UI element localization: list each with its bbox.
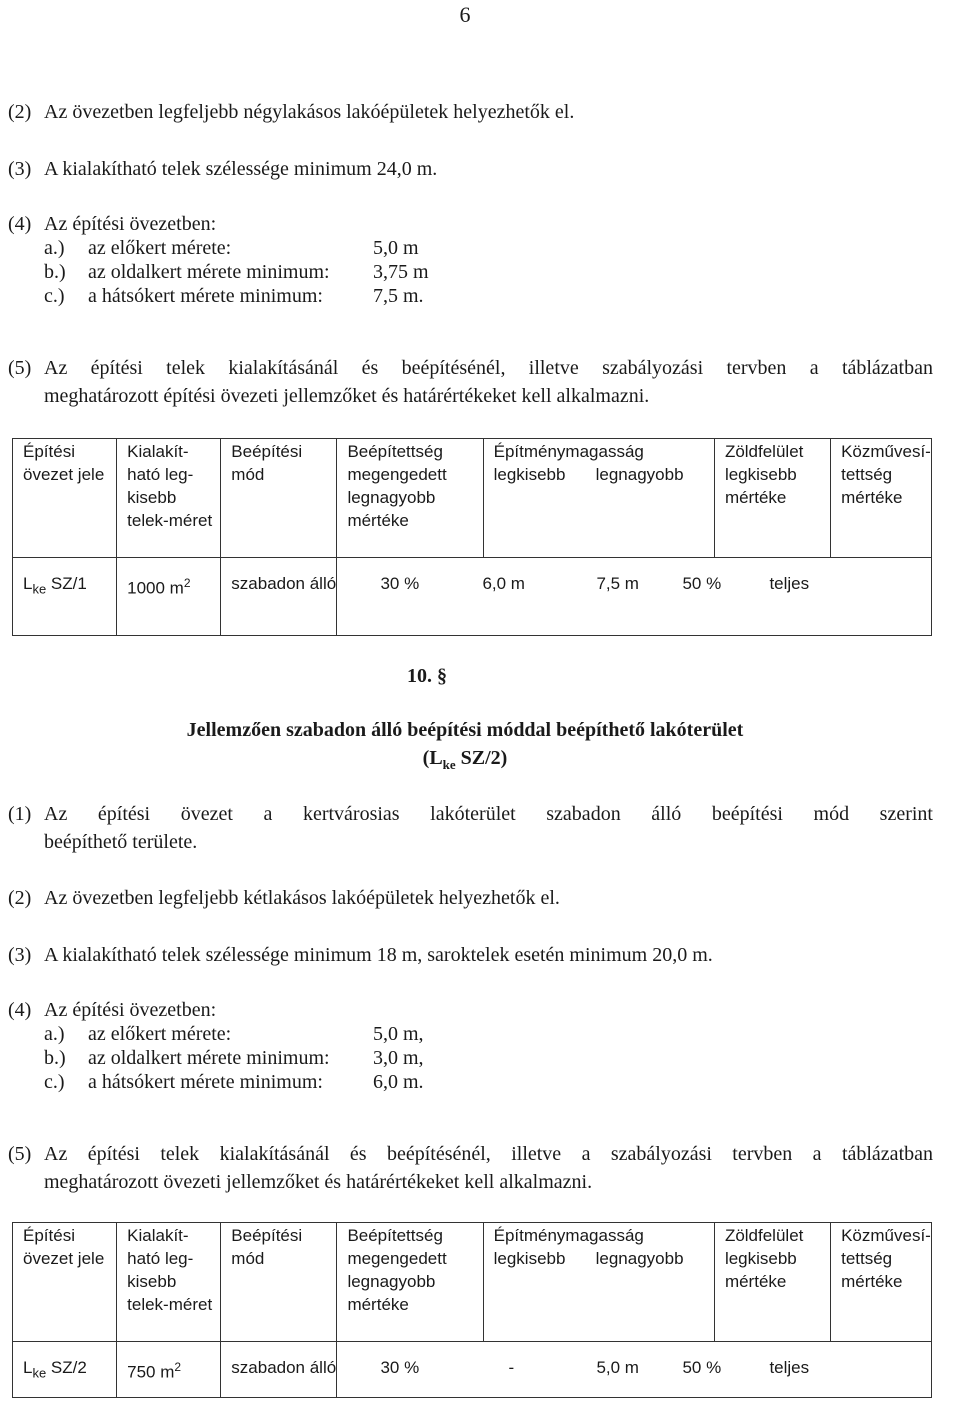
cell-coverage: 30 % [380, 1358, 420, 1377]
paragraph-number: (3) [8, 944, 32, 966]
cell-utility: teljes [769, 1358, 810, 1377]
paragraph-text: Az építési telek kialakításánál és beépítésénél, illetve szabályozási tervben a táblázatban [44, 357, 933, 379]
cell-utility: teljes [769, 574, 810, 593]
header-green: Zöldfelület legkisebb mértéke [714, 1223, 830, 1342]
paragraph-4 [8, 212, 429, 308]
paragraph-text: Az építési telek kialakításánál és beépítésénél, illetve a szabályozási tervben a táblázatban [44, 1143, 933, 1165]
cell-values [337, 558, 932, 636]
table-row [13, 558, 932, 636]
paragraph-number: (4) [8, 999, 32, 1021]
section-code: ($L_{ke}$ SZ/2) [422, 747, 508, 772]
cell-height-max: 7,5 m [596, 574, 639, 593]
paragraph-1 [8, 800, 933, 856]
table-header-row [13, 1223, 932, 1342]
header-zone: Építési övezet jele [13, 1223, 117, 1342]
paragraph-text: Az övezetben legfeljebb négylakásos lakóépületek helyezhetők el. [44, 101, 575, 123]
zone-table-sz2 [12, 1222, 932, 1398]
paragraph-3 [8, 941, 933, 969]
paragraph-number: (3) [8, 158, 32, 180]
paragraph-number: (2) [8, 887, 32, 909]
header-coverage: Beépítettség megengedett legnagyobb mértéke [337, 439, 483, 558]
cell-values [337, 1342, 932, 1398]
table-header-row [13, 439, 932, 558]
zone-table-sz1 [12, 438, 932, 636]
header-coverage: Beépítettség megengedett legnagyobb mértéke [337, 1223, 483, 1342]
cell-lot-size: 1000 $m^2$ [117, 558, 221, 636]
paragraph-4 [8, 998, 424, 1094]
paragraph-text: A kialakítható telek szélessége minimum 24,0 m. [44, 158, 438, 180]
cell-green: 50 % [682, 1358, 722, 1377]
paragraph-number: (2) [8, 101, 32, 123]
cell-zone: $L_{ke}$ SZ/1 [13, 558, 117, 636]
header-utility: Közművesí-tettség mértéke [831, 1223, 932, 1342]
paragraph-3 [8, 155, 933, 183]
header-lot-size: Kialakít-ható leg-kisebb telek-méret [117, 1223, 221, 1342]
cell-zone: $L_{ke}$ SZ/2 [13, 1342, 117, 1398]
paragraph-number: (1) [8, 803, 32, 825]
header-height: Építménymagasság legkisebb legnagyobb [483, 439, 714, 558]
paragraph-number: (4) [8, 213, 32, 235]
table-row [13, 1342, 932, 1398]
list-item: c.) a hátsókert mérete minimum: 7,5 m. [44, 285, 424, 307]
cell-mode: szabadon álló [221, 1342, 337, 1398]
cell-green: 50 % [682, 574, 722, 593]
paragraph-2 [8, 884, 933, 912]
paragraph-text-cont: meghatározott építési övezeti jellemzőket és határértékeket kell alkalmazni. [44, 385, 650, 407]
paragraph-2 [8, 98, 933, 126]
cell-coverage: 30 % [380, 574, 420, 593]
section-number: 10. § [407, 665, 447, 687]
header-mode: Beépítési mód [221, 1223, 337, 1342]
header-zone: Építési övezet jele [13, 439, 117, 558]
cell-height-min: 6,0 m [482, 574, 525, 593]
list-item: a.) az előkert mérete: 5,0 m [44, 237, 419, 259]
paragraph-5 [8, 1140, 933, 1196]
page-number: 6 [459, 2, 471, 27]
cell-lot-size: 750 $m^2$ [117, 1342, 221, 1398]
paragraph-5 [8, 354, 933, 410]
paragraph-text-cont: meghatározott övezeti jellemzőket és határértékeket kell alkalmazni. [44, 1171, 593, 1193]
paragraph-text: Az építési övezetben: [44, 213, 217, 235]
list-item: a.) az előkert mérete: 5,0 m, [44, 1023, 424, 1045]
paragraph-number: (5) [8, 1143, 32, 1165]
paragraph-number: (5) [8, 357, 32, 379]
list-item: b.) az oldalkert mérete minimum: 3,75 m [44, 261, 429, 283]
list-item: c.) a hátsókert mérete minimum: 6,0 m. [44, 1071, 424, 1093]
header-green: Zöldfelület legkisebb mértéke [714, 439, 830, 558]
paragraph-text: Az építési övezetben: [44, 999, 217, 1021]
cell-height-min: - [508, 1358, 515, 1377]
paragraph-text: A kialakítható telek szélessége minimum 18 m, saroktelek esetén minimum 20,0 m. [44, 944, 713, 966]
paragraph-text: Az építési övezet a kertvárosias lakóterület szabadon álló beépítési mód szerint [44, 803, 933, 825]
header-lot-size: Kialakít-ható leg-kisebb telek-méret [117, 439, 221, 558]
header-mode: Beépítési mód [221, 439, 337, 558]
header-utility: Közművesí-tettség mértéke [831, 439, 932, 558]
section-title: Jellemzően szabadon álló beépítési móddal beépíthető lakóterület [186, 719, 744, 741]
cell-height-max: 5,0 m [596, 1358, 639, 1377]
header-height: Építménymagasság legkisebb legnagyobb [483, 1223, 714, 1342]
paragraph-text-cont: beépíthető területe. [44, 831, 198, 853]
paragraph-text: Az övezetben legfeljebb kétlakásos lakóépületek helyezhetők el. [44, 887, 560, 909]
list-item: b.) az oldalkert mérete minimum: 3,0 m, [44, 1047, 424, 1069]
cell-mode: szabadon álló [221, 558, 337, 636]
